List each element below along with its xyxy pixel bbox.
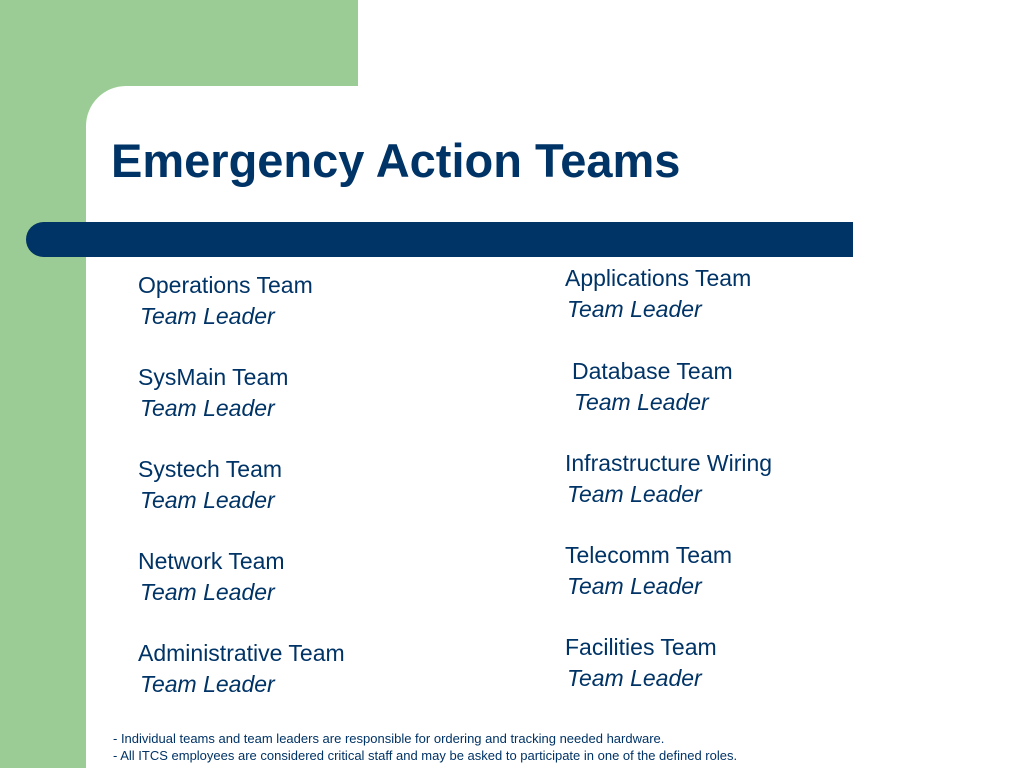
team-item-sysmain	[138, 362, 288, 424]
note-line: - Individual teams and team leaders are responsible for ordering and tracking needed hardware.	[113, 731, 665, 746]
team-item-applications	[565, 263, 751, 325]
team-name: Administrative Team	[138, 640, 345, 666]
team-name: Facilities Team	[565, 634, 717, 660]
team-item-infrastructure	[565, 448, 772, 510]
team-role: Team Leader	[574, 389, 709, 415]
team-role: Team Leader	[567, 665, 702, 691]
team-name: Infrastructure Wiring	[565, 450, 773, 476]
team-role: Team Leader	[140, 671, 275, 697]
team-item-database	[572, 356, 733, 418]
team-name: Applications Team	[565, 265, 752, 291]
team-role: Team Leader	[140, 303, 275, 329]
team-item-facilities	[565, 632, 717, 694]
team-name: Systech Team	[138, 456, 283, 482]
team-role: Team Leader	[140, 487, 275, 513]
team-role: Team Leader	[140, 395, 275, 421]
team-item-network	[138, 546, 285, 608]
team-name: Operations Team	[138, 272, 313, 298]
team-role: Team Leader	[567, 481, 702, 507]
team-name: Telecomm Team	[565, 542, 733, 568]
team-name: SysMain Team	[138, 364, 289, 390]
team-name: Database Team	[572, 358, 733, 384]
team-role: Team Leader	[567, 296, 702, 322]
team-role: Team Leader	[140, 579, 275, 605]
title-divider-bar	[26, 222, 853, 257]
team-item-administrative	[138, 638, 345, 700]
team-item-operations	[138, 270, 313, 332]
team-item-systech	[138, 454, 282, 516]
slide-notes	[113, 730, 737, 764]
team-item-telecomm	[565, 540, 732, 602]
team-role: Team Leader	[567, 573, 702, 599]
slide-title: Emergency Action Teams	[111, 134, 681, 187]
note-line: - All ITCS employees are considered critical staff and may be asked to participate in one of the defined roles.	[113, 748, 738, 763]
team-name: Network Team	[138, 548, 285, 574]
